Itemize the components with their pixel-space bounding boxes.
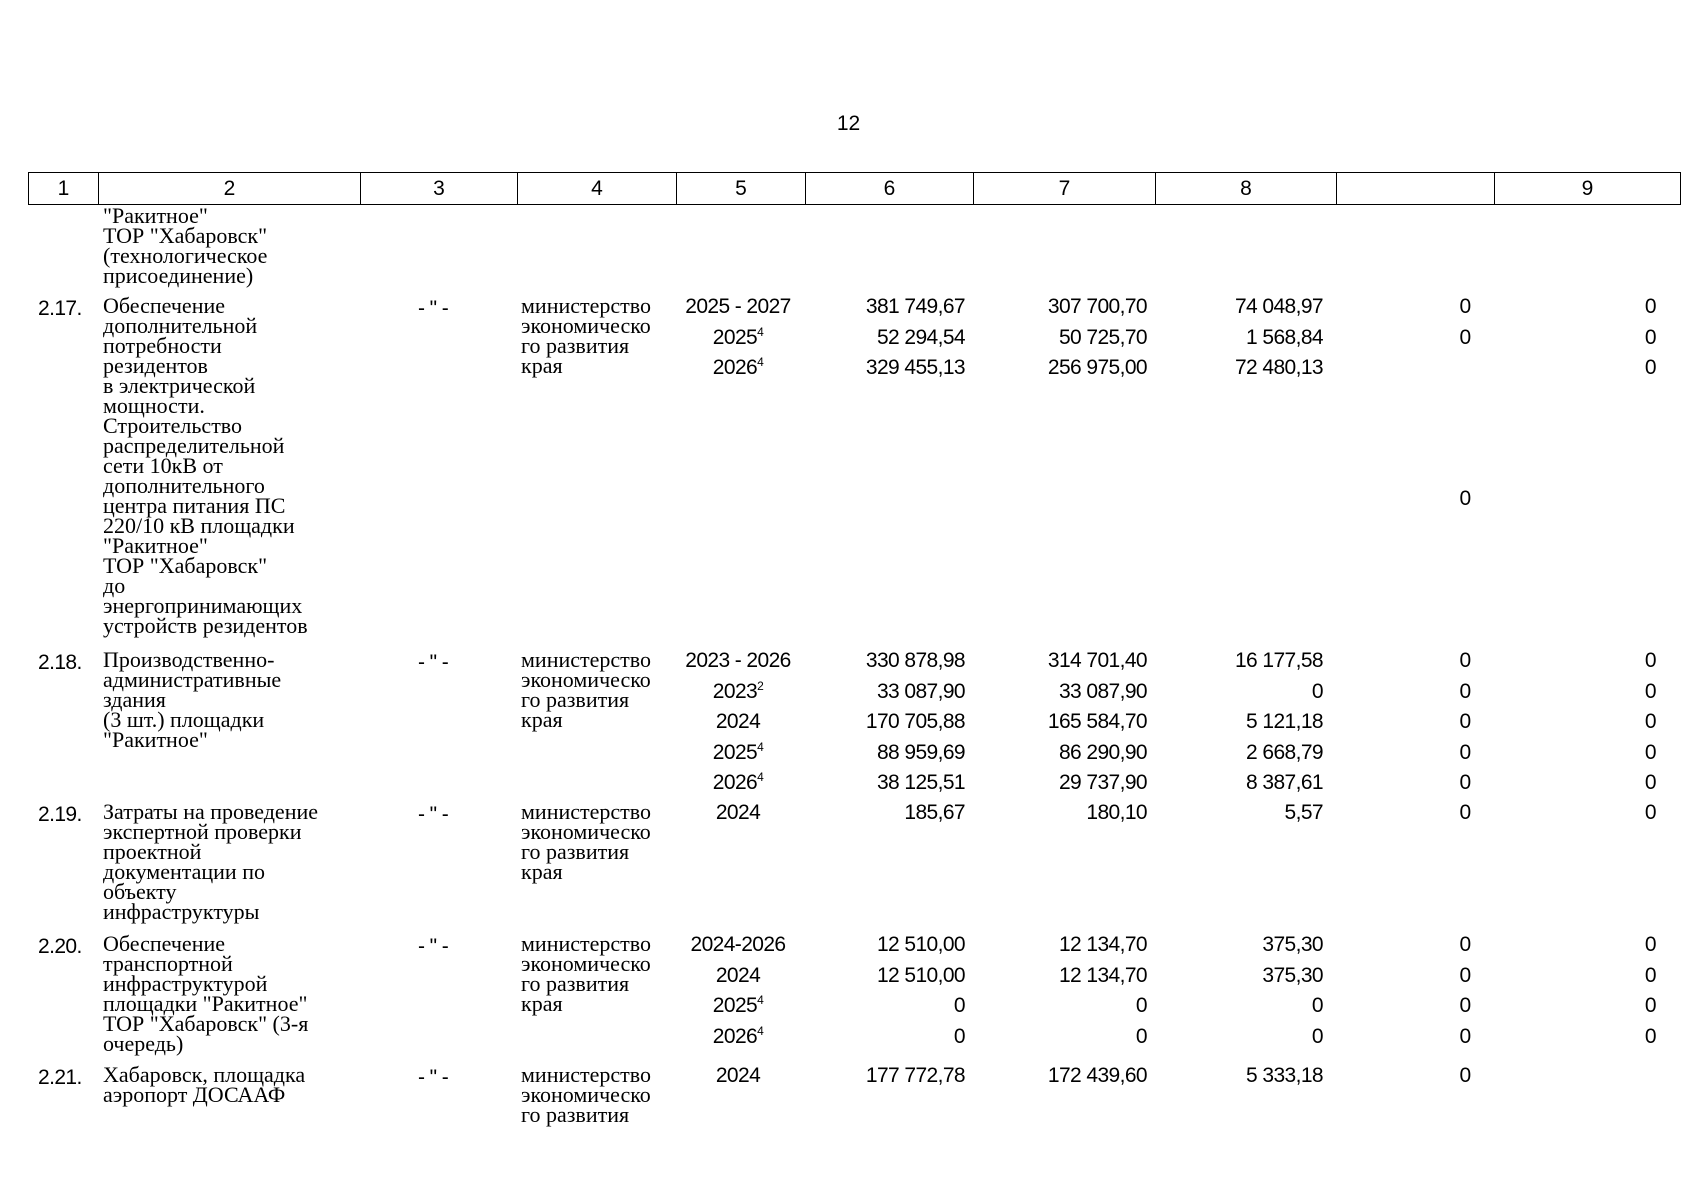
row-executor-ditto: - " - xyxy=(418,803,449,826)
row-name: Обеспечение дополнительной потребности резидентов в электрической мощности. Строительство распределительной сети 10кВ от дополнительного центра питания ПС 220/10 кВ площадки "Ракитное" ТОР "Хабаровск" до энергопринимающих устройств резидентов xyxy=(103,293,308,638)
row-col9-values: 0 0 0 0 xyxy=(1644,933,1656,1048)
row-years: 2025 - 2027 2025$^4$ 2026$^4$ xyxy=(685,295,791,379)
row-col7-values: 314 701,40 33 087,90 165 584,70 86 290,90 29 737,90 xyxy=(1047,649,1147,794)
continued-row-text: "Ракитное" ТОР "Хабаровск" (технологическое присоединение) xyxy=(103,203,268,288)
row-executor-ditto: - " - xyxy=(418,1066,449,1089)
row-name: Производственно- административные здания (3 шт.) площадки "Ракитное" xyxy=(103,647,282,752)
row-col-blank-extra: 0 xyxy=(1459,487,1471,510)
row-col6-values: 381 749,67 52 294,54 329 455,13 xyxy=(865,295,965,379)
row-col8-values: 74 048,97 1 568,84 72 480,13 xyxy=(1234,295,1323,379)
page-number: 12 xyxy=(836,112,861,135)
row-responsible: министерство экономическо го развития края xyxy=(521,293,652,378)
row-col8-values: 375,30 375,30 0 0 xyxy=(1262,933,1323,1048)
row-col-blank-values: 0 0 0 0 0 xyxy=(1459,649,1471,794)
row-years: 2023 - 2026 2023$^2$ 2024 2025$^4$ 2026$^4$ xyxy=(685,649,791,794)
row-col7-values: 180,10 xyxy=(1086,801,1147,824)
row-col6-values: 185,67 xyxy=(904,801,965,824)
row-col-blank-values: 0 0 0 0 xyxy=(1459,933,1471,1048)
column-header-1: 1 xyxy=(29,173,99,205)
row-col7-values: 172 439,60 xyxy=(1047,1064,1147,1087)
row-col9-values: 0 0 0 xyxy=(1644,295,1656,379)
row-years: 2024 xyxy=(715,1064,761,1087)
row-col9-values: 0 xyxy=(1644,801,1656,824)
row-years: 2024-2026 2024 2025$^4$ 2026$^4$ xyxy=(690,933,786,1048)
column-header-3: 3 xyxy=(361,173,518,205)
row-col8-values: 16 177,58 0 5 121,18 2 668,79 8 387,61 xyxy=(1234,649,1323,794)
column-header-9: 9 xyxy=(1495,173,1681,205)
row-responsible: министерство экономическо го развития xyxy=(521,1062,652,1127)
row-col-blank-values: 0 xyxy=(1459,1064,1471,1087)
row-name: Затраты на проведение экспертной проверки проектной документации по объекту инфраструктуры xyxy=(103,799,319,924)
row-executor-ditto: - " - xyxy=(418,651,449,674)
row-col6-values: 330 878,98 33 087,90 170 705,88 88 959,69 38 125,51 xyxy=(865,649,965,794)
row-responsible: министерство экономическо го развития края xyxy=(521,931,652,1016)
column-header-8: 8 xyxy=(1156,173,1337,205)
row-name: Хабаровск, площадка аэропорт ДОСААФ xyxy=(103,1062,306,1107)
row-responsible: министерство экономическо го развития края xyxy=(521,647,652,732)
row-number: 2.18. xyxy=(38,651,82,674)
row-col8-values: 5,57 xyxy=(1284,801,1323,824)
column-header-row xyxy=(28,172,1681,205)
row-col6-values: 177 772,78 xyxy=(865,1064,965,1087)
column-header-2: 2 xyxy=(99,173,361,205)
row-col9-values: 0 0 0 0 0 xyxy=(1644,649,1656,794)
row-number: 2.20. xyxy=(38,935,82,958)
row-name: Обеспечение транспортной инфраструктурой площадки "Ракитное" ТОР "Хабаровск" (3-я очередь) xyxy=(103,931,309,1056)
column-header-blank xyxy=(1337,173,1495,205)
column-header-6: 6 xyxy=(806,173,974,205)
row-col7-values: 307 700,70 50 725,70 256 975,00 xyxy=(1047,295,1147,379)
column-header-4: 4 xyxy=(518,173,677,205)
row-number: 2.21. xyxy=(38,1066,82,1089)
row-col-blank-values: 0 0 xyxy=(1459,295,1471,349)
column-header-7: 7 xyxy=(974,173,1156,205)
row-number: 2.19. xyxy=(38,803,82,826)
row-col6-values: 12 510,00 12 510,00 0 0 xyxy=(876,933,965,1048)
row-executor-ditto: - " - xyxy=(418,935,449,958)
row-col-blank-values: 0 xyxy=(1459,801,1471,824)
row-executor-ditto: - " - xyxy=(418,297,449,320)
row-col7-values: 12 134,70 12 134,70 0 0 xyxy=(1058,933,1147,1048)
row-responsible: министерство экономическо го развития края xyxy=(521,799,652,884)
row-number: 2.17. xyxy=(38,297,82,320)
column-header-5: 5 xyxy=(677,173,806,205)
row-years: 2024 xyxy=(715,801,761,824)
row-col8-values: 5 333,18 xyxy=(1246,1064,1323,1087)
